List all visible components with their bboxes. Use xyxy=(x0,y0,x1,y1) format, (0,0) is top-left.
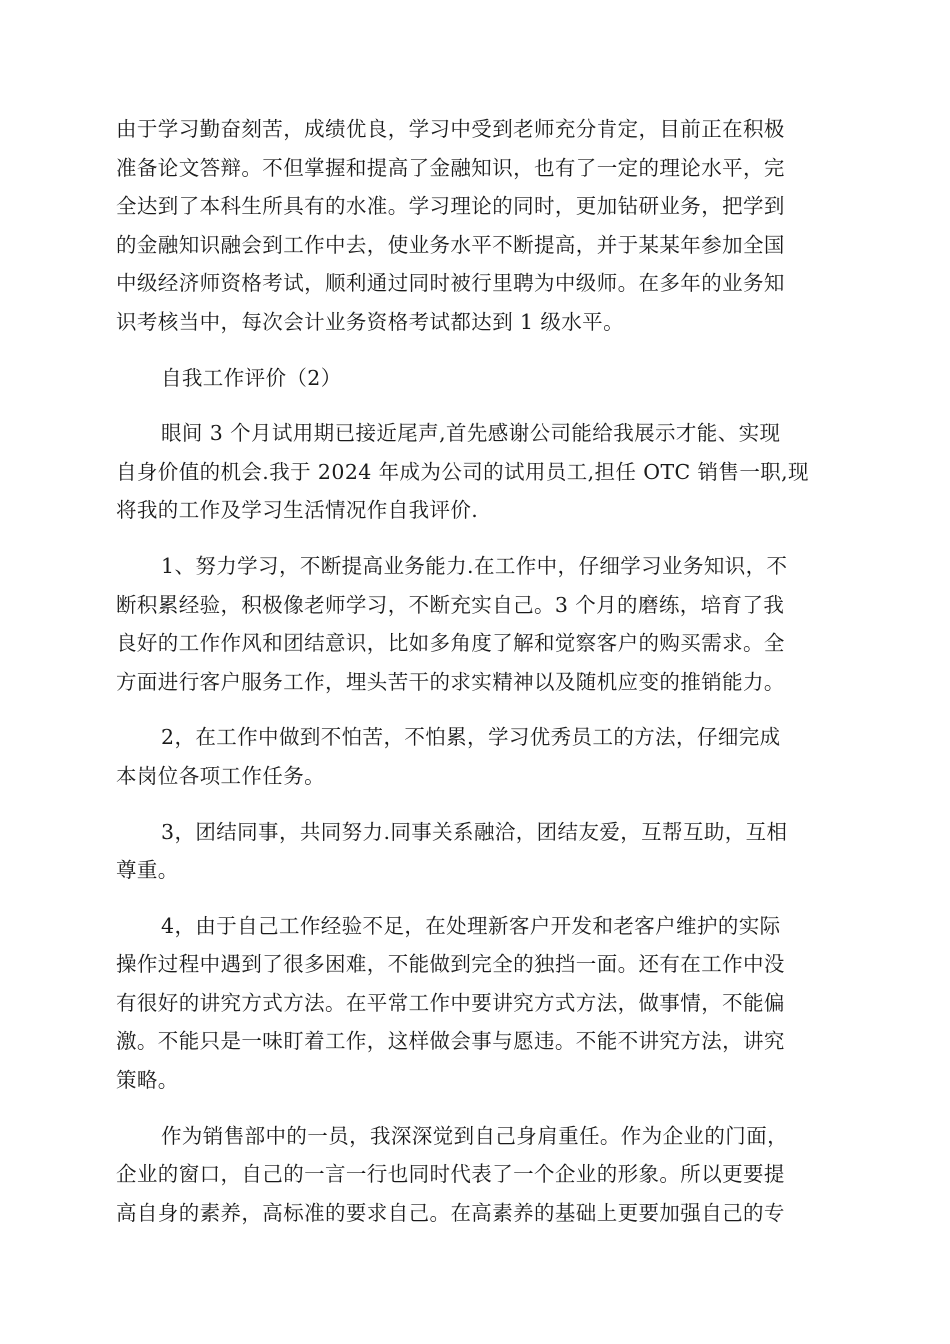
text-line: 识考核当中，每次会计业务资格考试都达到 1 级水平。 xyxy=(116,309,624,334)
text-line: 眼间 3 个月试用期已接近尾声,首先感谢公司能给我展示才能、实现 xyxy=(161,421,781,446)
text-line: 2，在工作中做到不怕苦，不怕累，学习优秀员工的方法，仔细完成 xyxy=(161,725,781,750)
text-line: 有很好的讲究方式方法。在平常工作中要讲究方式方法，做事情，不能偏 xyxy=(116,990,785,1015)
paragraph xyxy=(116,414,836,530)
text-line: 全达到了本科生所具有的水准。学习理论的同时，更加钻研业务，把学到 xyxy=(116,194,785,219)
text-line: 高自身的素养，高标准的要求自己。在高素养的基础上更要加强自己的专 xyxy=(116,1200,785,1225)
text-line: 操作过程中遇到了很多困难，不能做到完全的独挡一面。还有在工作中没 xyxy=(116,952,785,977)
paragraph xyxy=(116,359,836,398)
text-line: 方面进行客户服务工作，埋头苦干的求实精神以及随机应变的推销能力。 xyxy=(116,669,785,694)
text-line: 作为销售部中的一员，我深深觉到自己身肩重任。作为企业的门面， xyxy=(161,1123,788,1148)
text-line: 企业的窗口，自己的一言一行也同时代表了一个企业的形象。所以更要提 xyxy=(116,1162,785,1187)
paragraph xyxy=(116,110,836,342)
text-line: 将我的工作及学习生活情况作自我评价. xyxy=(116,498,479,523)
text-line: 断积累经验，积极像老师学习，不断充实自己。3 个月的磨练，培育了我 xyxy=(116,592,785,617)
text-line: 本岗位各项工作任务。 xyxy=(116,763,325,788)
text-line: 策略。 xyxy=(116,1068,179,1093)
text-line: 尊重。 xyxy=(116,858,179,883)
paragraph xyxy=(116,718,836,795)
paragraph xyxy=(116,813,836,890)
text-line: 由于学习勤奋刻苦，成绩优良，学习中受到老师充分肯定，目前正在积极 xyxy=(116,117,785,141)
paragraph xyxy=(116,547,836,701)
text-line: 激。不能只是一味盯着工作，这样做会事与愿违。不能不讲究方法，讲究 xyxy=(116,1029,785,1054)
paragraph xyxy=(116,1117,836,1233)
text-line: 3，团结同事，共同努力.同事关系融洽，团结友爱，互帮互助，互相 xyxy=(161,819,788,844)
text-line: 自我工作评价（2） xyxy=(161,365,342,390)
text-line: 1、努力学习，不断提高业务能力.在工作中，仔细学习业务知识，不 xyxy=(161,553,788,578)
document-body xyxy=(116,110,836,1249)
text-line: 准备论文答辩。不但掌握和提高了金融知识，也有了一定的理论水平，完 xyxy=(116,155,785,180)
text-line: 良好的工作作风和团结意识，比如多角度了解和觉察客户的购买需求。全 xyxy=(116,631,785,656)
text-line: 4，由于自己工作经验不足，在处理新客户开发和老客户维护的实际 xyxy=(161,913,781,938)
text-line: 自身价值的机会.我于 2024 年成为公司的试用员工,担任 OTC 销售一职,现 xyxy=(116,459,809,484)
paragraph xyxy=(116,907,836,1100)
text-line: 中级经济师资格考试，顺利通过同时被行里聘为中级师。在多年的业务知 xyxy=(116,271,785,296)
text-line: 的金融知识融会到工作中去，使业务水平不断提高，并于某某年参加全国 xyxy=(116,232,785,257)
